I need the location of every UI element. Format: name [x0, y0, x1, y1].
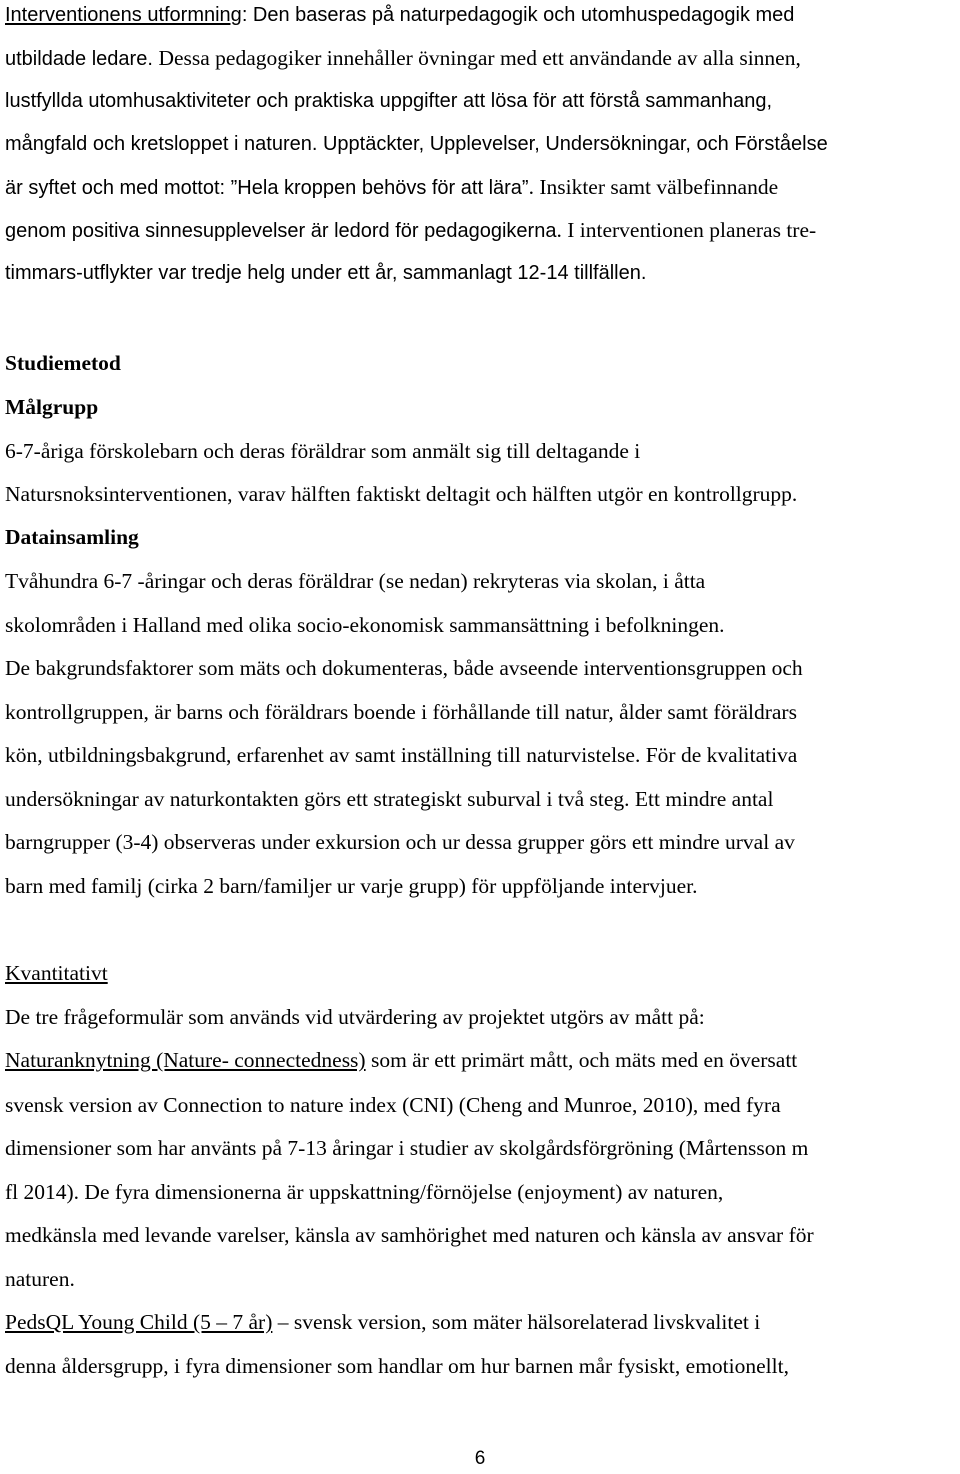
kvantitativt-line-4: dimensioner som har använts på 7-13 åringar i studier av skolgårdsförgröning (Mårtensson m	[5, 1136, 809, 1160]
pedsql-term: PedsQL Young Child (5 – 7 år)	[5, 1310, 273, 1334]
datainsamling-line-2: skolområden i Halland med olika socio-ekonomisk sammansättning i befolkningen.	[5, 613, 725, 637]
datainsamling-line-3: De bakgrundsfaktorer som mäts och dokumenteras, både avseende interventionsgruppen och	[5, 656, 803, 680]
datainsamling-line-5: kön, utbildningsbakgrund, erfarenhet av samt inställning till naturvistelse. För de kvalitativa	[5, 743, 798, 767]
malgrupp-line-1: 6-7-åriga förskolebarn och deras föräldrar som anmält sig till deltagande i	[5, 439, 641, 463]
intro-line-2: utbildade ledare. Dessa pedagogiker innehåller övningar med ett användande av alla sinnen,	[5, 46, 801, 70]
intro-line-1: Interventionens utformning: Den baseras på naturpedagogik och utomhuspedagogik med	[5, 4, 795, 26]
datainsamling-line-7: barngrupper (3-4) observeras under exkursion och ur dessa grupper görs ett mindre urval av	[5, 830, 795, 854]
kvantitativt-line-9: denna åldersgrupp, i fyra dimensioner som handlar om hur barnen mår fysiskt, emotionellt,	[5, 1354, 789, 1378]
intro-line-3: lustfyllda utomhusaktiviteter och praktiska uppgifter att lösa för att förstå sammanhang,	[5, 90, 773, 112]
naturanknytning-term: Naturanknytning (Nature- connectedness)	[5, 1048, 366, 1072]
datainsamling-line-8: barn med familj (cirka 2 barn/familjer ur varje grupp) för uppföljande intervjuer.	[5, 874, 698, 898]
datainsamling-heading: Datainsamling	[5, 525, 139, 549]
datainsamling-line-1: Tvåhundra 6-7 -åringar och deras föräldrar (se nedan) rekryteras via skolan, i åtta	[5, 569, 706, 593]
page-number: 6	[474, 1448, 486, 1469]
kvantitativt-line-3: svensk version av Connection to nature index (CNI) (Cheng and Munroe, 2010), med fyra	[5, 1093, 781, 1117]
intervention-heading: Interventionens utformning	[5, 4, 242, 26]
kvantitativt-line-1: De tre frågeformulär som används vid utvärdering av projektet utgörs av mått på:	[5, 1005, 705, 1029]
studiemetod-heading: Studiemetod	[5, 351, 121, 375]
kvantitativt-line-5: fl 2014). De fyra dimensionerna är uppskattning/förnöjelse (enjoyment) av naturen,	[5, 1180, 724, 1204]
datainsamling-line-4: kontrollgruppen, är barns och föräldrars boende i förhållande till natur, ålder samt föräldrars	[5, 700, 797, 724]
kvantitativt-line-6: medkänsla med levande varelser, känsla av samhörighet med naturen och känsla av ansvar för	[5, 1223, 814, 1247]
intro-line-4: mångfald och kretsloppet i naturen. Upptäckter, Upplevelser, Undersökningar, och Förståelse	[5, 133, 828, 155]
datainsamling-line-6: undersökningar av naturkontakten görs ett strategiskt suburval i två steg. Ett mindre antal	[5, 787, 774, 811]
malgrupp-heading: Målgrupp	[5, 395, 99, 419]
kvantitativt-heading: Kvantitativt	[5, 961, 108, 985]
kvantitativt-line-8: PedsQL Young Child (5 – 7 år) – svensk version, som mäter hälsorelaterad livskvalitet i	[5, 1310, 761, 1334]
intro-line-7: timmars-utflykter var tredje helg under ett år, sammanlagt 12-14 tillfällen.	[5, 262, 647, 284]
intro-line-5: är syftet och med mottot: ”Hela kroppen behövs för att lära”. Insikter samt välbefinnande	[5, 175, 779, 199]
intro-line-6: genom positiva sinnesupplevelser är ledord för pedagogikerna. I interventionen planeras tre-	[5, 218, 817, 242]
kvantitativt-line-7: naturen.	[5, 1267, 75, 1291]
malgrupp-line-2: Natursnoksinterventionen, varav hälften faktiskt deltagit och hälften utgör en kontrollgrupp.	[5, 482, 798, 506]
kvantitativt-line-2: Naturanknytning (Nature- connectedness) som är ett primärt mått, och mäts med en översatt	[5, 1048, 798, 1072]
